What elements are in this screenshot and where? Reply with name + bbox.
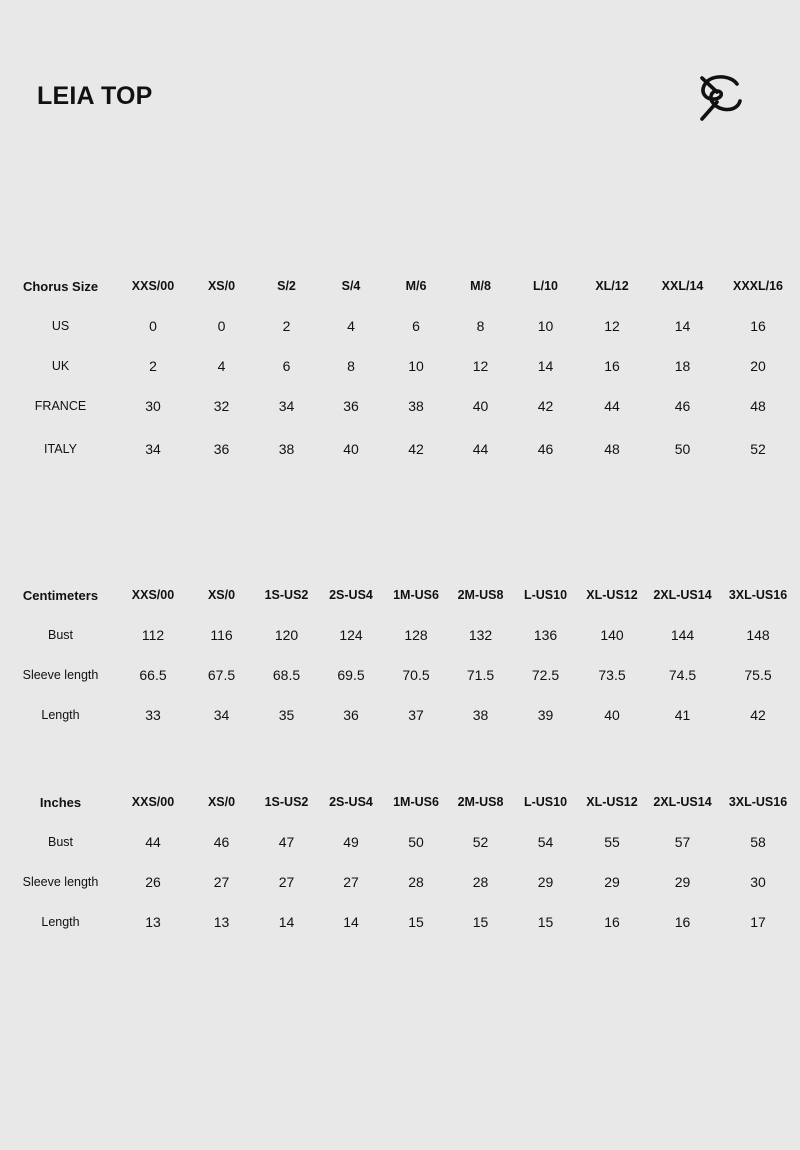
table-cell: 15 — [472, 914, 489, 930]
size-header-cell: XS/0 — [207, 795, 236, 809]
table-cell: 42 — [750, 707, 766, 723]
table-cell: 2 — [149, 358, 157, 374]
table-cell: 58 — [750, 834, 766, 850]
table-cell: 71.5 — [466, 667, 495, 683]
size-header-cell: L-US10 — [523, 588, 568, 602]
table-cell: 14 — [278, 914, 295, 930]
table-cell: 67.5 — [207, 667, 236, 683]
table-cell: 27 — [278, 874, 295, 890]
size-header-cell: XXS/00 — [131, 279, 175, 293]
table-cell: 30 — [750, 874, 766, 890]
table-row — [0, 822, 800, 862]
table-cell: 40 — [604, 707, 620, 723]
table-cell: 17 — [750, 914, 766, 930]
table-cell: 37 — [408, 707, 424, 723]
size-conversion-table — [0, 266, 800, 472]
table-cell: 44 — [145, 834, 161, 850]
table-cell: 6 — [412, 318, 420, 334]
size-header-cell: M/6 — [405, 279, 427, 293]
table-cell: 2 — [282, 318, 291, 334]
table-cell: 57 — [674, 834, 691, 850]
size-header-cell: 2M-US8 — [457, 588, 504, 602]
table-cell: 26 — [145, 874, 161, 890]
size-header-cell: XS/0 — [207, 279, 236, 293]
size-header-cell: XL-US12 — [586, 795, 638, 809]
table-cell: 12 — [604, 318, 620, 334]
table-cell: 46 — [537, 441, 554, 457]
table-cell: 38 — [408, 398, 424, 414]
table-cell: 30 — [145, 398, 161, 414]
page-title: LEIA TOP — [37, 82, 153, 110]
table-cell: 44 — [604, 398, 620, 414]
table-cell: 0 — [217, 318, 226, 334]
size-header-cell: 2XL-US14 — [653, 795, 712, 809]
table-row — [0, 346, 800, 386]
size-header-cell: L/10 — [532, 279, 558, 293]
table-cell: 50 — [408, 834, 424, 850]
table-cell: 68.5 — [272, 667, 301, 683]
table-cell: 34 — [278, 398, 295, 414]
table-cell: 69.5 — [337, 667, 365, 683]
table-cell: 29 — [674, 874, 691, 890]
table-row — [0, 426, 800, 472]
table-cell: 75.5 — [744, 667, 772, 683]
size-header-cell: 1S-US2 — [264, 795, 309, 809]
table-header-row — [0, 782, 800, 822]
table-title-cell: Inches — [39, 794, 82, 810]
inches-table — [0, 782, 800, 942]
row-label: US — [51, 319, 70, 333]
table-cell: 72.5 — [531, 667, 560, 683]
table-cell: 16 — [674, 914, 691, 930]
row-label: FRANCE — [34, 399, 87, 413]
table-cell: 16 — [604, 358, 620, 374]
table-row — [0, 615, 800, 655]
table-cell: 13 — [213, 914, 230, 930]
size-header-cell: S/4 — [341, 279, 361, 293]
table-cell: 14 — [537, 358, 554, 374]
table-cell: 35 — [278, 707, 295, 723]
table-cell: 4 — [217, 358, 226, 374]
table-cell: 140 — [600, 627, 624, 643]
table-cell: 14 — [343, 914, 359, 930]
size-header-cell: L-US10 — [523, 795, 568, 809]
table-cell: 132 — [468, 627, 493, 643]
table-cell: 32 — [213, 398, 230, 414]
table-cell: 34 — [213, 707, 230, 723]
table-cell: 54 — [537, 834, 554, 850]
table-cell: 28 — [408, 874, 424, 890]
row-label: Length — [41, 915, 80, 929]
size-header-cell: 3XL-US16 — [728, 795, 788, 809]
size-header-cell: XXS/00 — [131, 588, 175, 602]
table-cell: 46 — [674, 398, 691, 414]
table-cell: 8 — [347, 358, 355, 374]
size-header-cell: S/2 — [277, 279, 296, 293]
centimeters-table — [0, 575, 800, 735]
size-header-cell: XXL/14 — [661, 279, 704, 293]
row-label: Bust — [47, 835, 73, 849]
row-label: Sleeve length — [22, 668, 99, 682]
table-cell: 41 — [674, 707, 691, 723]
table-cell: 42 — [408, 441, 424, 457]
table-cell: 144 — [670, 627, 695, 643]
table-cell: 6 — [282, 358, 291, 374]
table-cell: 8 — [476, 318, 485, 334]
size-header-cell: 1M-US6 — [393, 795, 439, 809]
table-cell: 124 — [339, 627, 363, 643]
table-cell: 27 — [213, 874, 230, 890]
row-label: Bust — [47, 628, 73, 642]
size-header-cell: 2S-US4 — [329, 588, 373, 602]
table-cell: 50 — [674, 441, 691, 457]
row-label: Length — [41, 708, 80, 722]
size-header-cell: 1M-US6 — [393, 588, 439, 602]
table-cell: 52 — [472, 834, 489, 850]
table-cell: 36 — [343, 398, 359, 414]
table-row — [0, 695, 800, 735]
table-header-row — [0, 575, 800, 615]
table-cell: 13 — [145, 914, 161, 930]
size-header-cell: XL/12 — [595, 279, 629, 293]
table-cell: 40 — [343, 441, 359, 457]
table-cell: 12 — [472, 358, 489, 374]
table-cell: 49 — [343, 834, 359, 850]
size-header-cell: 1S-US2 — [264, 588, 309, 602]
table-cell: 128 — [404, 627, 428, 643]
table-cell: 10 — [408, 358, 424, 374]
table-cell: 136 — [533, 627, 558, 643]
table-cell: 116 — [210, 627, 233, 643]
size-header-cell: XXS/00 — [131, 795, 175, 809]
table-cell: 38 — [472, 707, 489, 723]
row-label: ITALY — [44, 442, 77, 456]
table-row — [0, 306, 800, 346]
table-cell: 18 — [674, 358, 691, 374]
table-row — [0, 902, 800, 942]
table-cell: 34 — [145, 441, 161, 457]
table-cell: 16 — [750, 318, 766, 334]
table-row — [0, 862, 800, 902]
size-header-cell: XS/0 — [207, 588, 236, 602]
table-header-row — [0, 266, 800, 306]
table-cell: 112 — [141, 627, 165, 643]
table-cell: 36 — [343, 707, 359, 723]
table-cell: 52 — [750, 441, 766, 457]
table-row — [0, 655, 800, 695]
row-label: Sleeve length — [22, 875, 99, 889]
table-cell: 40 — [472, 398, 489, 414]
table-cell: 15 — [408, 914, 424, 930]
table-cell: 73.5 — [598, 667, 626, 683]
table-cell: 20 — [750, 358, 766, 374]
size-header-cell: 2XL-US14 — [653, 588, 712, 602]
size-header-cell: 3XL-US16 — [728, 588, 788, 602]
size-header-cell: M/8 — [470, 279, 491, 293]
table-row — [0, 386, 800, 426]
table-cell: 39 — [537, 707, 554, 723]
table-cell: 74.5 — [668, 667, 697, 683]
table-title-cell: Chorus Size — [22, 278, 99, 294]
table-cell: 14 — [674, 318, 691, 334]
chorus-logo-icon — [697, 72, 743, 124]
table-cell: 70.5 — [402, 667, 430, 683]
table-cell: 36 — [213, 441, 230, 457]
table-cell: 120 — [274, 627, 299, 643]
size-header-cell: 2S-US4 — [329, 795, 373, 809]
table-cell: 47 — [278, 834, 295, 850]
row-label: UK — [51, 359, 70, 373]
table-cell: 29 — [604, 874, 620, 890]
table-cell: 55 — [604, 834, 620, 850]
table-cell: 44 — [472, 441, 489, 457]
table-cell: 42 — [537, 398, 554, 414]
table-cell: 46 — [213, 834, 230, 850]
table-cell: 48 — [604, 441, 620, 457]
table-cell: 27 — [343, 874, 359, 890]
table-cell: 16 — [604, 914, 620, 930]
table-cell: 4 — [347, 318, 355, 334]
table-cell: 48 — [750, 398, 766, 414]
table-cell: 38 — [278, 441, 295, 457]
table-cell: 28 — [472, 874, 489, 890]
size-header-cell: XXXL/16 — [732, 279, 784, 293]
table-cell: 10 — [537, 318, 554, 334]
table-cell: 15 — [537, 914, 554, 930]
table-cell: 29 — [537, 874, 554, 890]
table-cell: 148 — [746, 627, 770, 643]
table-cell: 66.5 — [139, 667, 167, 683]
table-cell: 0 — [149, 318, 157, 334]
size-header-cell: XL-US12 — [586, 588, 638, 602]
table-cell: 33 — [145, 707, 161, 723]
size-header-cell: 2M-US8 — [457, 795, 504, 809]
table-title-cell: Centimeters — [22, 587, 99, 603]
